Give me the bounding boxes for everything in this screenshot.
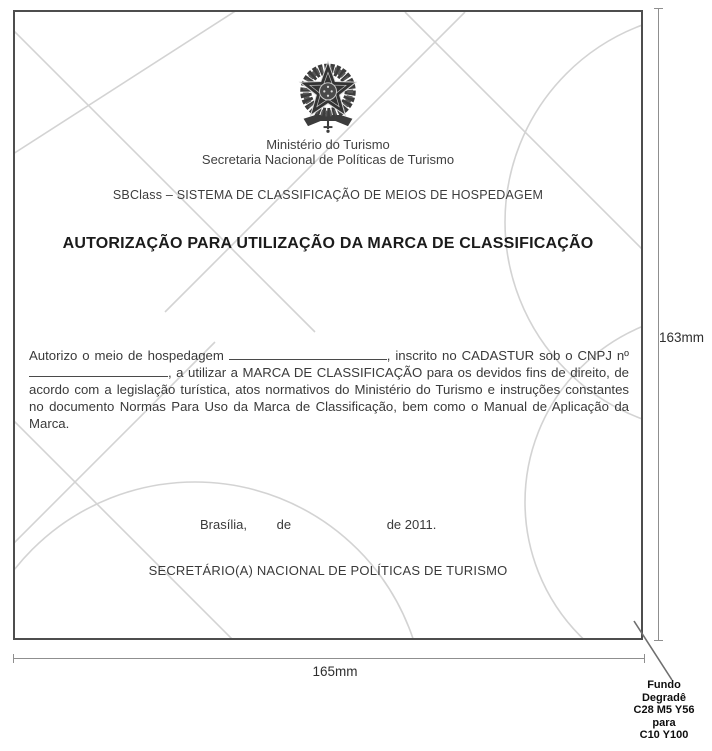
- date-year: de 2011.: [386, 517, 437, 532]
- width-dimension-line: [13, 658, 645, 659]
- height-dimension-tick-top: [654, 8, 663, 9]
- gradient-note-line: para: [652, 716, 676, 729]
- gradient-note-line: Fundo: [647, 679, 681, 691]
- blank-line-lodging-name: [229, 349, 387, 360]
- authorization-body: [29, 347, 629, 432]
- height-dimension-line: [658, 8, 659, 641]
- body-text-part3: , a utilizar a MARCA DE CLASSIFICAÇÃO para os devidos fins de direito, de acordo com a legislação turística, atos normativos do Ministério do Turismo e instruções constantes no documento Normas Para Uso da Marca de Classificação, bem como o Manual de Aplicação da Marca.: [29, 365, 629, 432]
- body-text-part1: Autorizo o meio de hospedagem: [29, 348, 229, 364]
- date-line: [15, 517, 641, 532]
- height-dimension-label: 163mm: [659, 330, 705, 345]
- authorization-title: AUTORIZAÇÃO PARA UTILIZAÇÃO DA MARCA DE CLASSIFICAÇÃO: [62, 235, 594, 252]
- body-text-part2: , inscrito no CADASTUR sob o CNPJ nº: [386, 348, 629, 364]
- gradient-note-line: C28 M5 Y56: [633, 704, 695, 717]
- gradient-callout-line: [630, 616, 678, 684]
- width-dimension-label: 165mm: [312, 664, 358, 679]
- signature-title-line: SECRETÁRIO(A) NACIONAL DE POLÍTICAS DE TURISMO: [148, 563, 508, 578]
- date-city: Brasília,: [200, 517, 247, 532]
- brazil-coat-of-arms-icon: [291, 58, 365, 138]
- blank-line-cnpj: [29, 366, 168, 377]
- gradient-note-line: Degradê: [641, 691, 687, 704]
- classification-system-line: SBClass – SISTEMA DE CLASSIFICAÇÃO DE MEIOS DE HOSPEDAGEM: [112, 188, 544, 202]
- gradient-note-line: C10 Y100: [639, 729, 689, 742]
- certificate-sheet: [13, 10, 643, 640]
- width-dimension-tick-left: [13, 654, 14, 663]
- gradient-note: [616, 679, 712, 742]
- date-day-preposition: de: [276, 517, 292, 532]
- ministry-name: Ministério do Turismo: [266, 137, 390, 152]
- secretariat-name: Secretaria Nacional de Políticas de Turismo: [201, 152, 455, 167]
